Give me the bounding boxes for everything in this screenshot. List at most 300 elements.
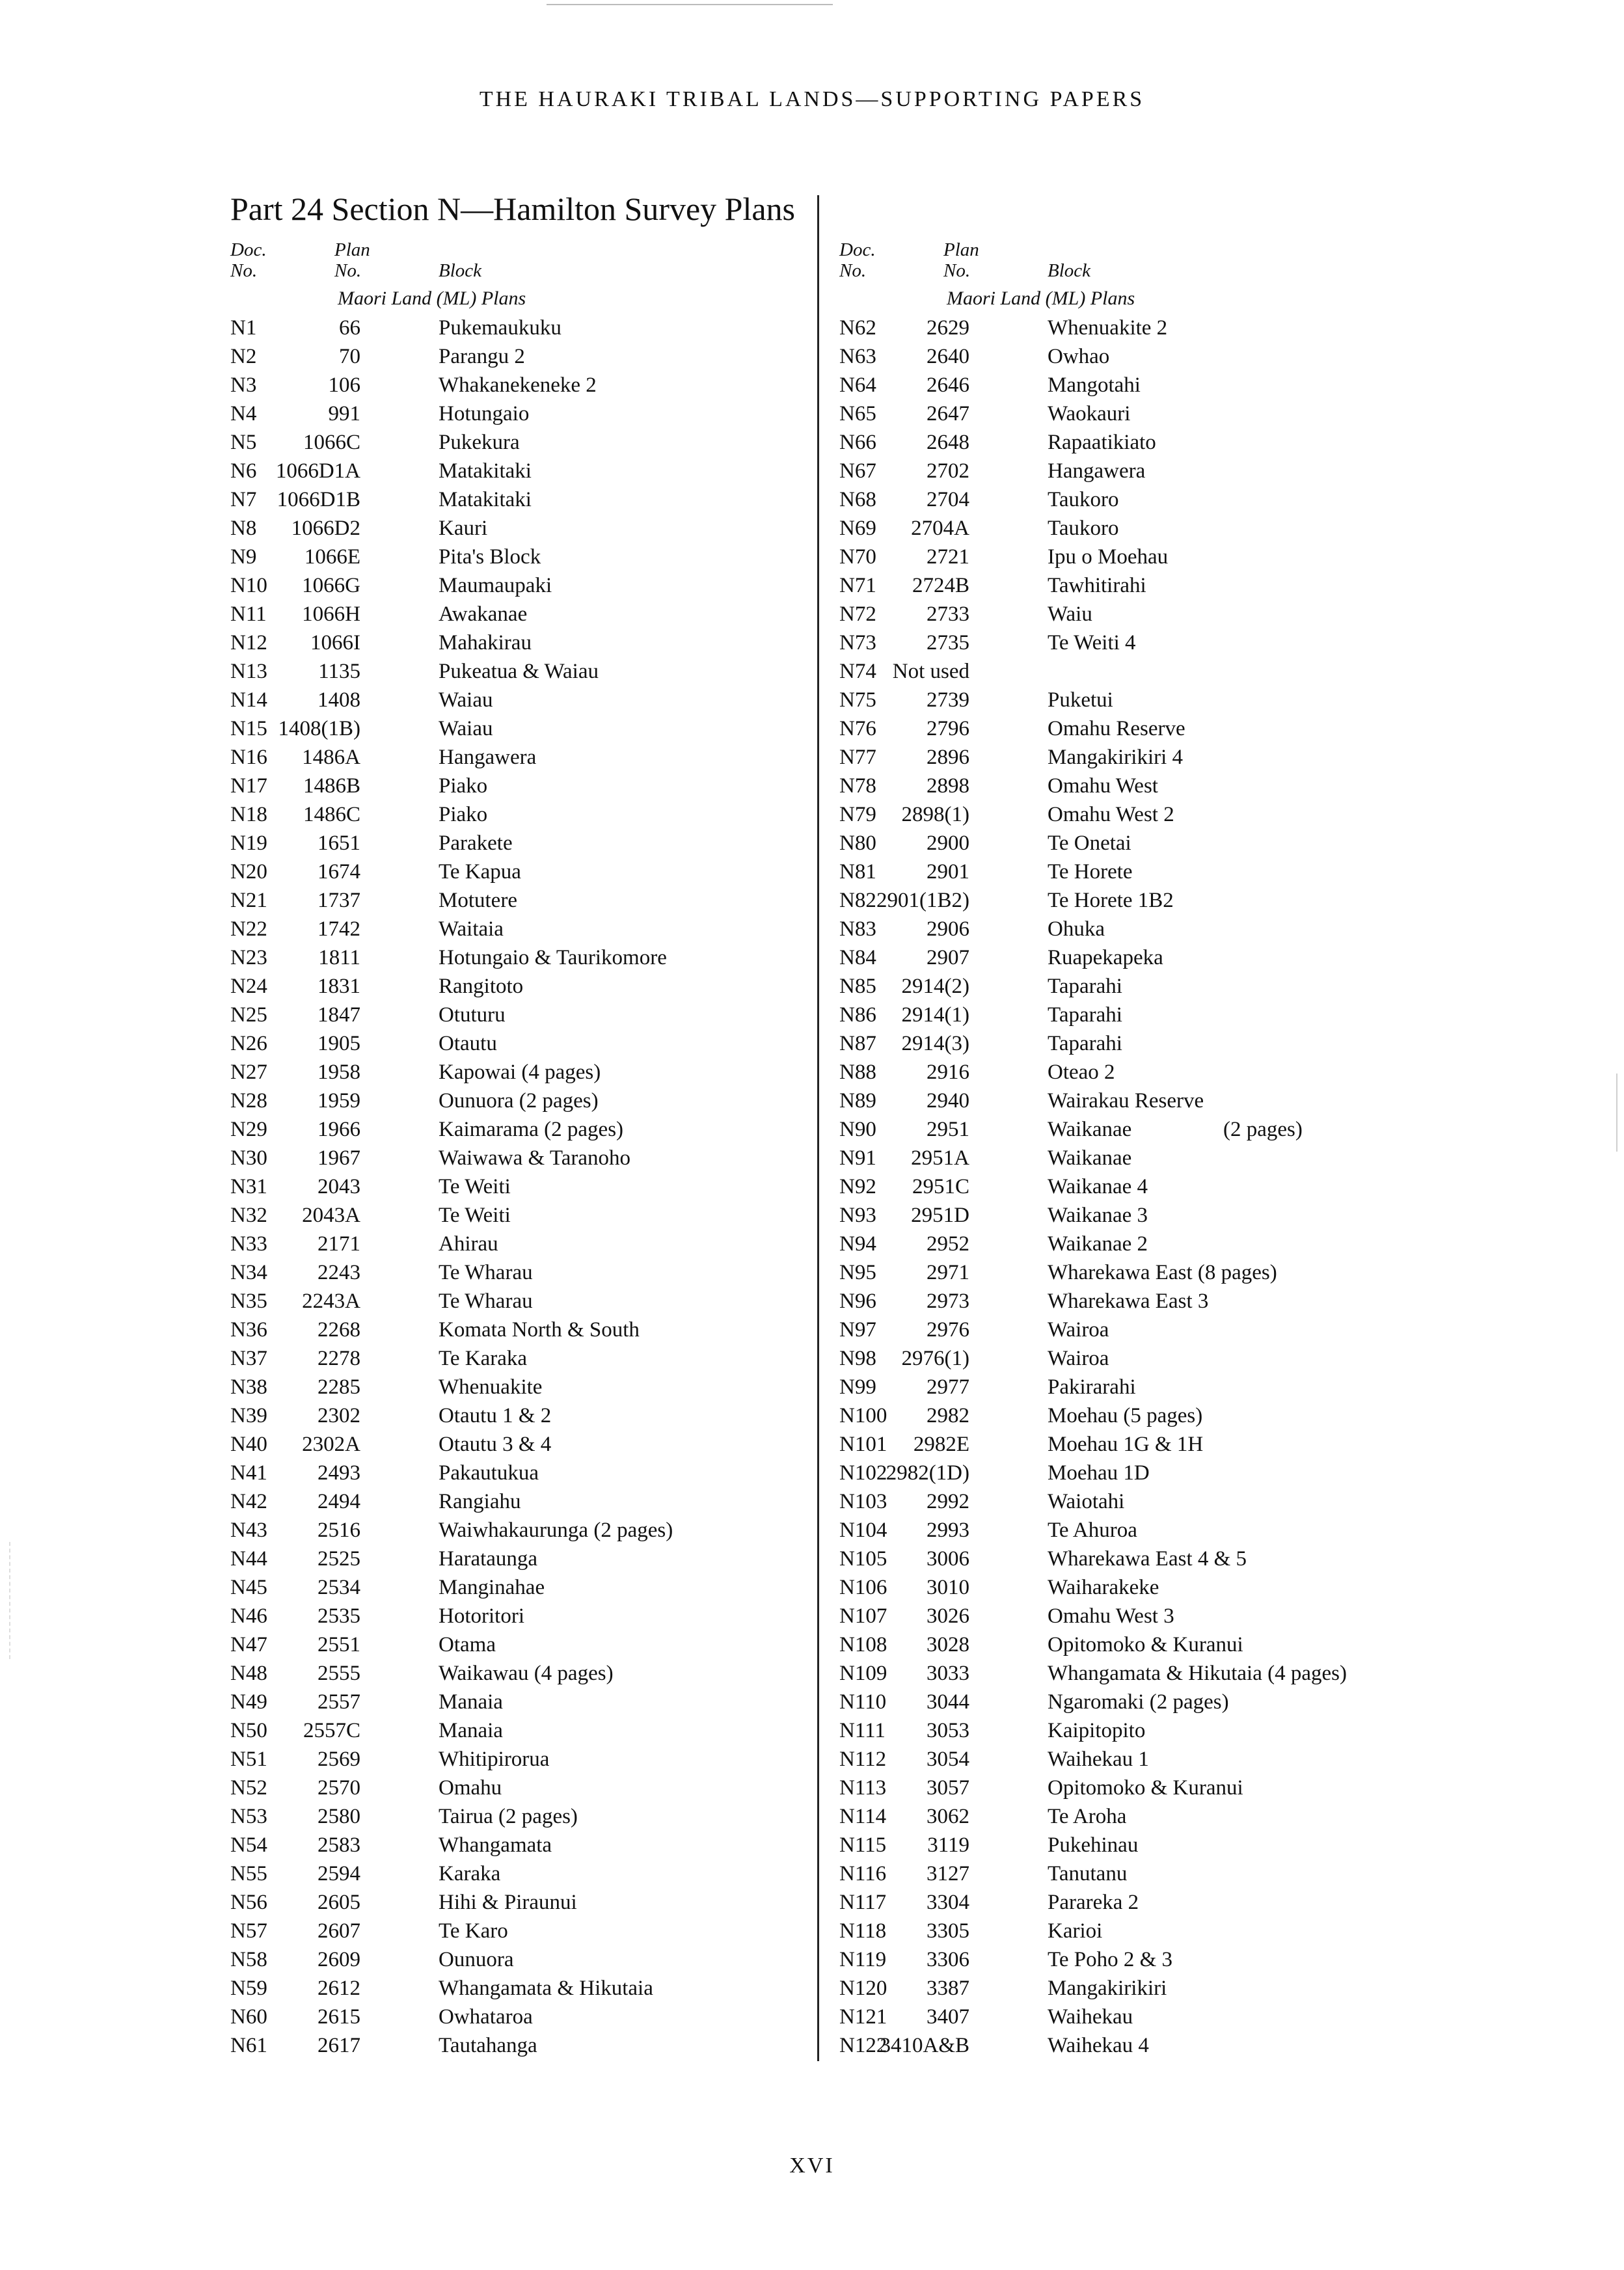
block-name: Waiwhakaurunga (2 pages) xyxy=(439,1519,673,1542)
table-row xyxy=(839,514,1620,543)
table-row xyxy=(839,1201,1620,1230)
block-name: Hihi & Piraunui xyxy=(439,1891,577,1914)
table-row xyxy=(839,1602,1620,1630)
doc-number: N79 xyxy=(839,803,876,826)
table-subheading: Maori Land (ML) Plans xyxy=(338,288,526,309)
table-row xyxy=(839,485,1620,514)
block-name: Omahu West 2 xyxy=(1048,803,1174,826)
plan-number: 1066I xyxy=(310,631,360,655)
doc-number: N61 xyxy=(230,2034,267,2057)
block-name: Hangawera xyxy=(439,746,537,769)
plan-number: 2733 xyxy=(927,602,969,626)
doc-number: N103 xyxy=(839,1490,887,1513)
plan-number: 1066H xyxy=(302,602,360,626)
plan-number: 3407 xyxy=(927,2005,969,2029)
doc-number: N86 xyxy=(839,1003,876,1027)
doc-number: N99 xyxy=(839,1375,876,1399)
plan-number: 2914(3) xyxy=(901,1032,969,1055)
block-name: Ohuka xyxy=(1048,917,1105,941)
doc-number: N85 xyxy=(839,975,876,998)
doc-number: N1 xyxy=(230,316,257,340)
plan-number: 2640 xyxy=(927,345,969,368)
block-name: Te Karaka xyxy=(439,1347,528,1370)
plan-number: 2609 xyxy=(318,1948,360,1971)
plan-number: 2721 xyxy=(927,545,969,569)
plan-number: 2493 xyxy=(318,1461,360,1485)
plan-number: 2302A xyxy=(302,1433,360,1456)
plan-number: 2976 xyxy=(927,1318,969,1342)
block-name: Pakautukua xyxy=(439,1461,539,1485)
running-head: THE HAURAKI TRIBAL LANDS—SUPPORTING PAPERS xyxy=(479,87,1145,111)
block-name: Parangu 2 xyxy=(439,345,525,368)
table-row xyxy=(839,1058,1620,1087)
block-name: Taukoro xyxy=(1048,488,1119,511)
header-plan-label: Plan xyxy=(943,239,979,260)
plan-number: 2516 xyxy=(318,1519,360,1542)
block-name: Tanutanu xyxy=(1048,1862,1128,1885)
doc-number: N91 xyxy=(839,1146,876,1170)
block-name: Whenuakite xyxy=(439,1375,543,1399)
plan-number: 2278 xyxy=(318,1347,360,1370)
doc-number: N113 xyxy=(839,1776,887,1800)
plan-number: 2569 xyxy=(318,1748,360,1771)
plan-number: 2243 xyxy=(318,1261,360,1284)
block-name: Motutere xyxy=(439,889,517,912)
doc-number: N9 xyxy=(230,545,257,569)
table-row xyxy=(839,1373,1620,1401)
doc-number: N104 xyxy=(839,1519,887,1542)
block-name: Kauri xyxy=(439,517,488,540)
doc-number: N78 xyxy=(839,774,876,798)
plan-number: 3006 xyxy=(927,1547,969,1571)
block-name: Awakanae xyxy=(439,602,528,626)
table-header xyxy=(839,239,1620,284)
table-row xyxy=(839,1115,1620,1144)
plan-number: 2704A xyxy=(911,517,969,540)
doc-number: N117 xyxy=(839,1891,887,1914)
block-name: Kaimarama (2 pages) xyxy=(439,1118,624,1141)
table-row xyxy=(839,1573,1620,1602)
plan-number: 2302 xyxy=(318,1404,360,1427)
block-name: Oteao 2 xyxy=(1048,1061,1115,1084)
block-name: Kaipitopito xyxy=(1048,1719,1146,1742)
plan-number: 2898(1) xyxy=(901,803,969,826)
table-row xyxy=(839,714,1620,743)
doc-number: N119 xyxy=(839,1948,887,1971)
doc-number: N106 xyxy=(839,1576,887,1599)
doc-number: N6 xyxy=(230,459,257,483)
plan-number: 2629 xyxy=(927,316,969,340)
plan-number: 2982 xyxy=(927,1404,969,1427)
doc-number: N98 xyxy=(839,1347,876,1370)
doc-number: N81 xyxy=(839,860,876,884)
doc-number: N15 xyxy=(230,717,267,740)
plan-number: 2982E xyxy=(913,1433,969,1456)
doc-number: N26 xyxy=(230,1032,267,1055)
table-row xyxy=(839,428,1620,457)
block-name: Wharekawa East 3 xyxy=(1048,1290,1209,1313)
doc-number: N42 xyxy=(230,1490,267,1513)
doc-number: N30 xyxy=(230,1146,267,1170)
block-name: Waiharakeke xyxy=(1048,1576,1159,1599)
doc-number: N111 xyxy=(839,1719,886,1742)
table-row xyxy=(839,1087,1620,1115)
header-block-label: Block xyxy=(1048,260,1091,281)
doc-number: N7 xyxy=(230,488,257,511)
table-row xyxy=(839,1316,1620,1344)
plan-number: 2973 xyxy=(927,1290,969,1313)
plan-number: 3033 xyxy=(927,1662,969,1685)
plan-number: 2648 xyxy=(927,431,969,454)
doc-number: N29 xyxy=(230,1118,267,1141)
plan-number: 2580 xyxy=(318,1805,360,1828)
plan-number: 3387 xyxy=(927,1977,969,2000)
doc-number: N32 xyxy=(230,1204,267,1227)
table-row xyxy=(839,1774,1620,1802)
block-name: Tawhitirahi xyxy=(1048,574,1146,597)
plan-number: 1066G xyxy=(302,574,360,597)
block-name: Otautu 3 & 4 xyxy=(439,1433,552,1456)
plan-number: 2605 xyxy=(318,1891,360,1914)
plan-number: 1742 xyxy=(318,917,360,941)
block-name: Taparahi xyxy=(1048,975,1122,998)
doc-number: N63 xyxy=(839,345,876,368)
plan-number: 2896 xyxy=(927,746,969,769)
page-number: XVI xyxy=(789,2154,835,2178)
plan-number: 2993 xyxy=(927,1519,969,1542)
block-name: Manaia xyxy=(439,1690,503,1714)
block-name: Harataunga xyxy=(439,1547,538,1571)
doc-number: N105 xyxy=(839,1547,887,1571)
block-name: Opitomoko & Kuranui xyxy=(1048,1633,1243,1656)
block-name: Mahakirau xyxy=(439,631,532,655)
block-name: Manaia xyxy=(439,1719,503,1742)
top-rule xyxy=(547,4,833,5)
plan-number: 2951A xyxy=(911,1146,969,1170)
plan-number: 2617 xyxy=(318,2034,360,2057)
table-row xyxy=(839,886,1620,915)
block-name: Wharekawa East 4 & 5 xyxy=(1048,1547,1247,1571)
doc-number: N74 xyxy=(839,660,876,683)
plan-number: 2914(2) xyxy=(901,975,969,998)
doc-number: N92 xyxy=(839,1175,876,1198)
table-row xyxy=(839,1974,1620,2003)
doc-number: N101 xyxy=(839,1433,887,1456)
table-row xyxy=(839,1287,1620,1316)
table-row xyxy=(839,1802,1620,1831)
doc-number: N16 xyxy=(230,746,267,769)
block-name: Te Karo xyxy=(439,1919,508,1943)
doc-number: N114 xyxy=(839,1805,887,1828)
block-name: Te Wharau xyxy=(439,1261,533,1284)
block-name: Te Kapua xyxy=(439,860,521,884)
plan-number: 1486A xyxy=(302,746,360,769)
table-row xyxy=(839,1659,1620,1688)
block-name: Kapowai (4 pages) xyxy=(439,1061,601,1084)
table-row xyxy=(839,1745,1620,1774)
doc-number: N122 xyxy=(839,2034,887,2057)
block-name: Moehau (5 pages) xyxy=(1048,1404,1203,1427)
table-row xyxy=(839,1230,1620,1258)
block-name: Owhao xyxy=(1048,345,1110,368)
doc-number: N94 xyxy=(839,1232,876,1256)
table-row xyxy=(839,1258,1620,1287)
plan-number: 2043A xyxy=(302,1204,360,1227)
block-name: Maumaupaki xyxy=(439,574,552,597)
doc-number: N23 xyxy=(230,946,267,969)
table-row xyxy=(839,1545,1620,1573)
doc-number: N53 xyxy=(230,1805,267,1828)
table-row xyxy=(839,1144,1620,1172)
block-name: Whangamata xyxy=(439,1833,552,1857)
plan-number: 2557 xyxy=(318,1690,360,1714)
plan-number: 2951C xyxy=(912,1175,969,1198)
table-row xyxy=(839,1945,1620,1974)
block-name: Moehau 1D xyxy=(1048,1461,1150,1485)
doc-number: N34 xyxy=(230,1261,267,1284)
doc-number: N120 xyxy=(839,1977,887,2000)
table-row xyxy=(839,543,1620,571)
block-name: Hotungaio xyxy=(439,402,530,426)
plan-number: 2551 xyxy=(318,1633,360,1656)
block-name: Ounuora (2 pages) xyxy=(439,1089,599,1113)
header-plan-label: Plan xyxy=(334,239,370,260)
block-name: Puketui xyxy=(1048,688,1113,712)
plan-number: 2735 xyxy=(927,631,969,655)
doc-number: N12 xyxy=(230,631,267,655)
table-row xyxy=(839,314,1620,342)
plan-number: 2901(1B2) xyxy=(876,889,969,912)
table-row xyxy=(839,399,1620,428)
doc-number: N115 xyxy=(839,1833,887,1857)
block-name: Taparahi xyxy=(1048,1003,1122,1027)
doc-number: N116 xyxy=(839,1862,887,1885)
block-name: Pukehinau xyxy=(1048,1833,1139,1857)
doc-number: N96 xyxy=(839,1290,876,1313)
doc-number: N27 xyxy=(230,1061,267,1084)
doc-number: N62 xyxy=(839,316,876,340)
table-row xyxy=(839,1344,1620,1373)
header-doc-label: Doc. xyxy=(839,239,876,260)
doc-number: N95 xyxy=(839,1261,876,1284)
plan-number: 1066C xyxy=(303,431,360,454)
plan-number: 2901 xyxy=(927,860,969,884)
table-rows xyxy=(839,314,1620,2060)
block-name: Tairua (2 pages) xyxy=(439,1805,578,1828)
block-name: Whitipirorua xyxy=(439,1748,550,1771)
block-name: Waiau xyxy=(439,688,493,712)
block-name: Pukemaukuku xyxy=(439,316,562,340)
doc-number: N3 xyxy=(230,373,257,397)
block-name: Whangamata & Hikutaia xyxy=(439,1977,653,2000)
block-name: Owhataroa xyxy=(439,2005,533,2029)
block-name: Te Horete xyxy=(1048,860,1133,884)
doc-number: N102 xyxy=(839,1461,887,1485)
block-name: Matakitaki xyxy=(439,488,532,511)
doc-number: N100 xyxy=(839,1404,887,1427)
doc-number: N39 xyxy=(230,1404,267,1427)
doc-number: N73 xyxy=(839,631,876,655)
plan-number: 1066D1A xyxy=(275,459,360,483)
doc-number: N24 xyxy=(230,975,267,998)
doc-number: N108 xyxy=(839,1633,887,1656)
block-name: Moehau 1G & 1H xyxy=(1048,1433,1204,1456)
plan-number: 1674 xyxy=(318,860,360,884)
plan-number: 2916 xyxy=(927,1061,969,1084)
doc-number: N110 xyxy=(839,1690,887,1714)
plan-number: 2243A xyxy=(302,1290,360,1313)
plan-number: 1811 xyxy=(318,946,360,969)
doc-number: N13 xyxy=(230,660,267,683)
doc-number: N36 xyxy=(230,1318,267,1342)
block-name: Karaka xyxy=(439,1862,501,1885)
block-name: Waikanae 2 xyxy=(1048,1232,1148,1256)
doc-number: N5 xyxy=(230,431,257,454)
block-name: Karioi xyxy=(1048,1919,1103,1943)
table-row xyxy=(839,972,1620,1001)
doc-number: N21 xyxy=(230,889,267,912)
plan-number: 1959 xyxy=(318,1089,360,1113)
plan-number: 2898 xyxy=(927,774,969,798)
table-row xyxy=(839,571,1620,600)
block-name: Piako xyxy=(439,774,488,798)
plan-number: 2900 xyxy=(927,831,969,855)
plan-number: 1408(1B) xyxy=(278,717,360,740)
table-row xyxy=(839,1716,1620,1745)
block-name: Te Ahuroa xyxy=(1048,1519,1137,1542)
plan-number: 2992 xyxy=(927,1490,969,1513)
plan-number: 3010 xyxy=(927,1576,969,1599)
plan-number: 1651 xyxy=(318,831,360,855)
plan-number: 1486C xyxy=(303,803,360,826)
plan-number: 2594 xyxy=(318,1862,360,1885)
table-row xyxy=(839,1917,1620,1945)
block-name: Te Poho 2 & 3 xyxy=(1048,1948,1173,1971)
doc-number: N45 xyxy=(230,1576,267,1599)
block-name: Taparahi xyxy=(1048,1032,1122,1055)
plan-number: 66 xyxy=(339,316,360,340)
block-name: Wairoa xyxy=(1048,1347,1109,1370)
doc-number: N59 xyxy=(230,1977,267,2000)
doc-number: N20 xyxy=(230,860,267,884)
block-name: Otuturu xyxy=(439,1003,506,1027)
plan-number: 2907 xyxy=(927,946,969,969)
block-name: Te Weiti xyxy=(439,1175,511,1198)
block-name: Otautu 1 & 2 xyxy=(439,1404,552,1427)
block-name: Te Weiti xyxy=(439,1204,511,1227)
table-row xyxy=(839,1516,1620,1545)
plan-number: 2971 xyxy=(927,1261,969,1284)
table-row xyxy=(839,829,1620,858)
plan-number: 2647 xyxy=(927,402,969,426)
scan-margin-mark xyxy=(1616,1074,1617,1152)
doc-number: N52 xyxy=(230,1776,267,1800)
block-name: Waikanae xyxy=(1048,1146,1132,1170)
plan-number: 2796 xyxy=(927,717,969,740)
block-name: Waiotahi xyxy=(1048,1490,1125,1513)
plan-number: 2525 xyxy=(318,1547,360,1571)
plan-number: 2494 xyxy=(318,1490,360,1513)
plan-number: 2570 xyxy=(318,1776,360,1800)
doc-number: N89 xyxy=(839,1089,876,1113)
doc-number: N40 xyxy=(230,1433,267,1456)
plan-number: 3054 xyxy=(927,1748,969,1771)
plan-number: 2702 xyxy=(927,459,969,483)
doc-number: N112 xyxy=(839,1748,887,1771)
plan-number: 2615 xyxy=(318,2005,360,2029)
plan-number: 3053 xyxy=(927,1719,969,1742)
block-name: Te Wharau xyxy=(439,1290,533,1313)
table-row xyxy=(839,1459,1620,1487)
table-row xyxy=(839,342,1620,371)
plan-number: 1135 xyxy=(318,660,360,683)
doc-number: N55 xyxy=(230,1862,267,1885)
block-name: Wharekawa East (8 pages) xyxy=(1048,1261,1277,1284)
plan-number: 2951D xyxy=(911,1204,969,1227)
block-name: Waihekau 4 xyxy=(1048,2034,1149,2057)
doc-number: N90 xyxy=(839,1118,876,1141)
doc-number: N8 xyxy=(230,517,257,540)
plan-number: 1066D1B xyxy=(277,488,360,511)
block-name: Pukeatua & Waiau xyxy=(439,660,599,683)
block-name: Parakete xyxy=(439,831,513,855)
plan-number: 2534 xyxy=(318,1576,360,1599)
doc-number: N109 xyxy=(839,1662,887,1685)
block-name: Rapaatikiato xyxy=(1048,431,1156,454)
block-name: Hangawera xyxy=(1048,459,1146,483)
doc-number: N69 xyxy=(839,517,876,540)
plan-number: 1486B xyxy=(303,774,360,798)
plan-number: 3044 xyxy=(927,1690,969,1714)
doc-number: N51 xyxy=(230,1748,267,1771)
block-name: Pita's Block xyxy=(439,545,541,569)
block-name: Ruapekapeka xyxy=(1048,946,1163,969)
doc-number: N10 xyxy=(230,574,267,597)
doc-number: N75 xyxy=(839,688,876,712)
doc-number: N19 xyxy=(230,831,267,855)
doc-number: N14 xyxy=(230,688,267,712)
plan-number: 2704 xyxy=(927,488,969,511)
scan-margin-mark xyxy=(9,1542,10,1659)
doc-number: N50 xyxy=(230,1719,267,1742)
doc-number: N68 xyxy=(839,488,876,511)
block-name: Waokauri xyxy=(1048,402,1131,426)
doc-number: N4 xyxy=(230,402,257,426)
table-row xyxy=(839,800,1620,829)
doc-number: N70 xyxy=(839,545,876,569)
plan-number: 3127 xyxy=(927,1862,969,1885)
block-name: Waikawau (4 pages) xyxy=(439,1662,614,1685)
block-name: Omahu West xyxy=(1048,774,1158,798)
table-row xyxy=(839,628,1620,657)
plan-number: 3062 xyxy=(927,1805,969,1828)
plan-number: 2285 xyxy=(318,1375,360,1399)
block-name: Otautu xyxy=(439,1032,497,1055)
plan-number: 2982(1D) xyxy=(886,1461,969,1485)
table-row xyxy=(839,1831,1620,1859)
doc-number: N49 xyxy=(230,1690,267,1714)
block-name: Waitaia xyxy=(439,917,504,941)
table-row xyxy=(839,600,1620,628)
doc-number: N17 xyxy=(230,774,267,798)
block-name: Te Weiti 4 xyxy=(1048,631,1136,655)
block-name: Te Horete 1B2 xyxy=(1048,889,1174,912)
plan-number: 991 xyxy=(328,402,360,426)
doc-number: N35 xyxy=(230,1290,267,1313)
plan-number: 2535 xyxy=(318,1604,360,1628)
block-name: Waikanae 4 xyxy=(1048,1175,1148,1198)
doc-number: N72 xyxy=(839,602,876,626)
